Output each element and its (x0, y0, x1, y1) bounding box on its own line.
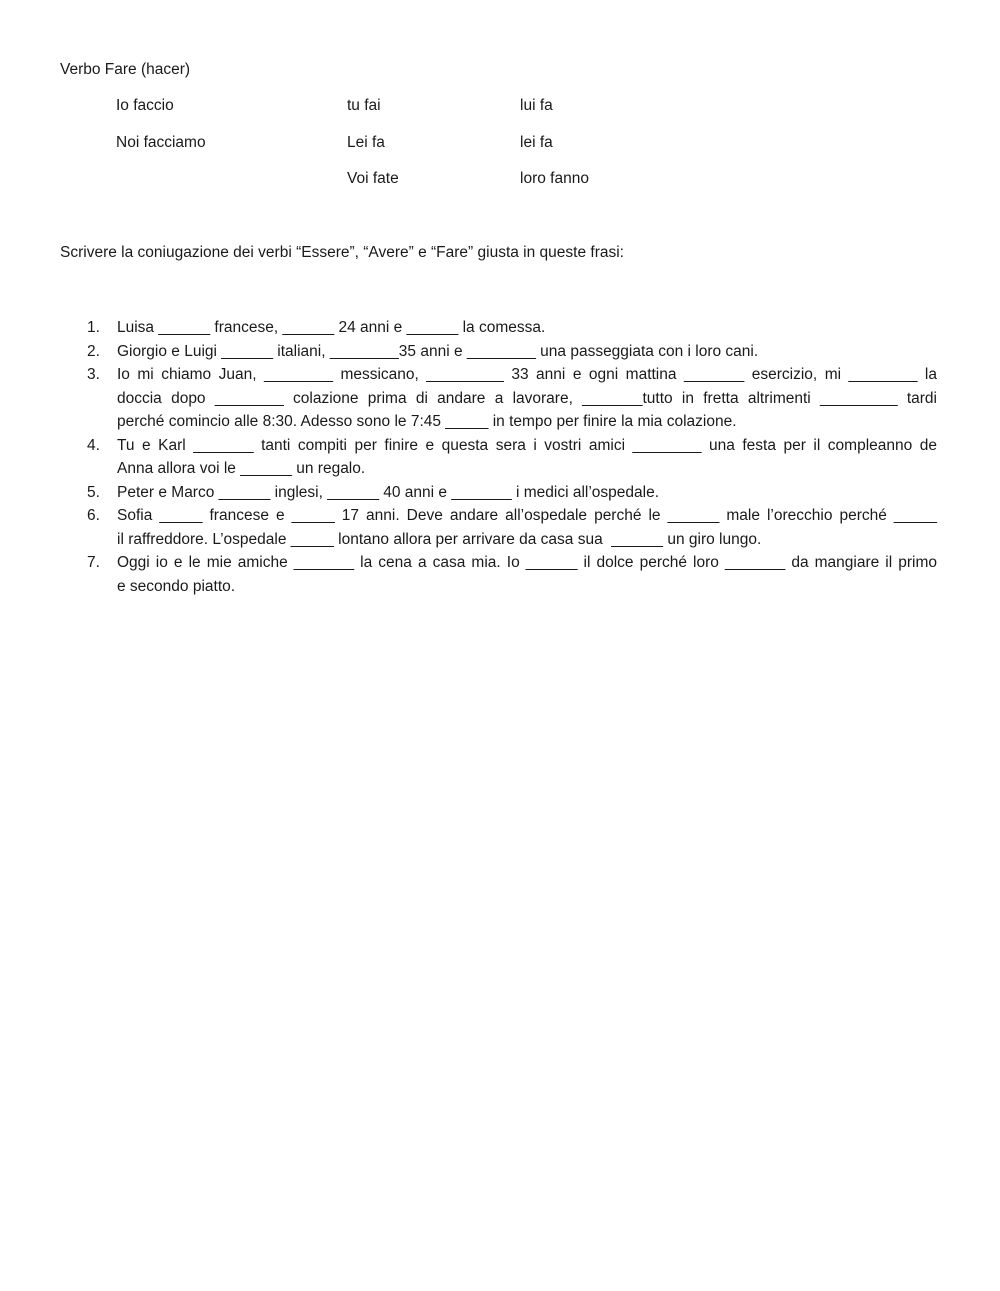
exercise-item (0, 504, 1000, 551)
exercise-item (0, 363, 1000, 434)
exercise-line: Luisa ______ francese, ______ 24 anni e ______ la comessa. (117, 319, 546, 336)
exercise-text (117, 481, 937, 505)
exercise-line: Tu e Karl _______ tanti compiti per finire e questa sera i vostri amici ________ una festa per il compleanno de (117, 436, 937, 454)
instruction-text: Scrivere la coniugazione dei verbi “Essere”, “Avere” e “Fare” giusta in queste frasi: (60, 244, 624, 261)
exercise-text (117, 504, 937, 551)
exercise-text (117, 316, 937, 340)
exercise-item (0, 481, 1000, 505)
conjugation-cell: tu fai (347, 97, 381, 114)
conjugation-cell: loro fanno (520, 170, 589, 188)
conjugation-cell: Lei fa (347, 133, 385, 151)
exercise-text (117, 434, 937, 481)
conjugation-cell: lei fa (520, 133, 553, 151)
exercise-item (0, 316, 1000, 340)
exercise-line: Oggi io e le mie amiche _______ la cena a casa mia. Io ______ il dolce perché loro _______ da mangiare il primo (117, 554, 937, 571)
conjugation-cell: Io faccio (116, 97, 174, 114)
exercise-line: Giorgio e Luigi ______ italiani, ________35 anni e ________ una passeggiata con i loro cani. (117, 342, 759, 360)
conjugation-cell: lui fa (520, 97, 553, 114)
exercise-number: 6. (87, 507, 100, 524)
page-title: Verbo Fare (hacer) (60, 61, 191, 78)
exercise-line: Peter e Marco ______ inglesi, ______ 40 anni e _______ i medici all’ospedale. (117, 483, 660, 501)
exercise-item (0, 434, 1000, 481)
exercise-number: 3. (87, 366, 100, 383)
exercise-number: 4. (87, 436, 100, 454)
conjugation-cell: Noi facciamo (116, 133, 206, 151)
exercise-line: perché comincio alle 8:30. Adesso sono le 7:45 _____ in tempo per finire la mia colazione. (117, 413, 737, 430)
exercise-line: e secondo piatto. (117, 577, 236, 595)
exercise-number: 2. (87, 342, 100, 360)
exercise-item (0, 340, 1000, 364)
conjugation-row (0, 96, 1000, 133)
exercise-line: Anna allora voi le ______ un regalo. (117, 460, 366, 477)
exercise-line: Io mi chiamo Juan, ________ messicano, _________ 33 anni e ogni mattina _______ esercizio, mi ________ la (117, 366, 937, 383)
conjugation-row (0, 169, 1000, 206)
exercise-line: il raffreddore. L’ospedale _____ lontano allora per arrivare da casa sua ______ un giro lungo. (117, 530, 762, 548)
exercise-text (117, 363, 937, 434)
exercise-line: doccia dopo ________ colazione prima di andare a lavorare, _______tutto in fretta altrimenti _________ tardi (117, 389, 937, 407)
exercise-text (117, 340, 937, 364)
exercise-number: 1. (87, 319, 100, 336)
conjugation-table (0, 96, 1000, 206)
exercise-number: 7. (87, 554, 100, 571)
exercise-line: Sofia _____ francese e _____ 17 anni. Deve andare all’ospedale perché le ______ male l’orecchio perché _____ (117, 507, 937, 524)
conjugation-cell: Voi fate (347, 170, 399, 188)
exercise-number: 5. (87, 483, 100, 501)
exercise-text (117, 551, 937, 598)
conjugation-row (0, 133, 1000, 170)
exercise-item (0, 551, 1000, 598)
exercise-list (0, 316, 1000, 598)
